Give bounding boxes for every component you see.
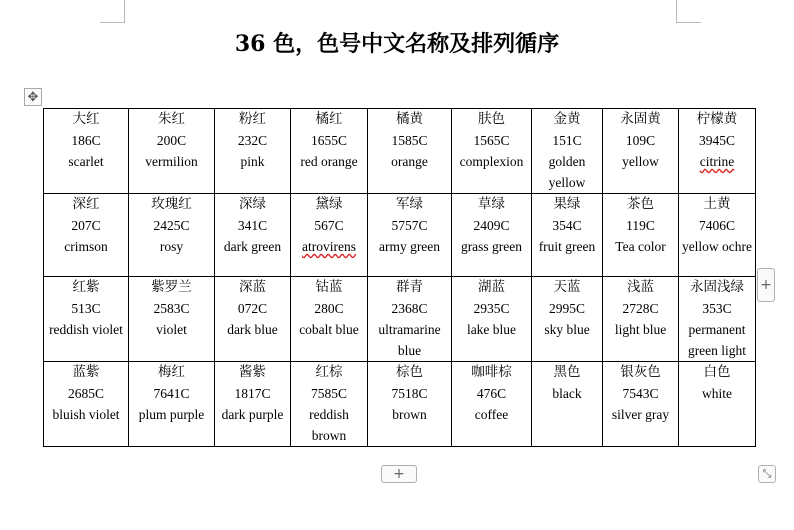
color-chinese-name: 橘黄: [396, 111, 423, 127]
color-code: 567C: [314, 218, 344, 233]
table-row: [44, 362, 756, 447]
color-chinese-name: 金黄: [553, 111, 581, 127]
color-table-body: [44, 109, 756, 447]
color-chinese-name: 土黄: [703, 196, 731, 212]
table-cell[interactable]: [368, 109, 452, 194]
color-chinese-name: 果绿: [553, 196, 581, 212]
color-chinese-name: 红紫: [72, 279, 100, 295]
color-code: 2425C: [153, 218, 190, 233]
color-code: 072C: [237, 301, 268, 316]
color-chinese-name: 钴蓝: [315, 279, 343, 295]
color-code: 7585C: [310, 386, 347, 401]
color-chinese-name: 天蓝: [553, 279, 581, 295]
color-english-name: golden yellow: [548, 154, 586, 190]
color-english-name: lake blue: [466, 322, 517, 337]
color-code: 2583C: [153, 301, 190, 316]
table-cell[interactable]: [291, 362, 368, 447]
color-code: 109C: [625, 133, 656, 148]
color-chinese-name: 粉红: [239, 111, 266, 127]
color-chinese-name: 蓝紫: [72, 364, 100, 380]
color-chinese-name: 橘红: [315, 111, 343, 127]
color-english-name: white: [702, 386, 732, 401]
color-chinese-name: 大红: [72, 111, 100, 127]
table-cell[interactable]: [679, 277, 756, 362]
color-english-name: atrovirens: [302, 239, 356, 254]
color-english-name: dark purple: [221, 407, 284, 422]
color-chinese-name: 永固黄: [620, 111, 661, 127]
color-chinese-name: 永固浅绿: [690, 279, 744, 295]
table-cell[interactable]: [532, 277, 603, 362]
add-row-button[interactable]: [381, 465, 417, 483]
table-cell[interactable]: [452, 362, 532, 447]
color-code: 2368C: [391, 301, 428, 316]
color-english-name: ultramarine blue: [378, 322, 441, 358]
table-cell[interactable]: [215, 277, 291, 362]
table-cell[interactable]: [452, 277, 532, 362]
color-english-name: bluish violet: [52, 407, 120, 422]
color-code: 1817C: [234, 386, 271, 401]
table-cell[interactable]: [129, 277, 215, 362]
add-column-button[interactable]: [757, 268, 775, 302]
table-cell[interactable]: [532, 362, 603, 447]
color-code: 7406C: [698, 218, 735, 233]
table-cell[interactable]: [368, 194, 452, 277]
color-chinese-name: 柠檬黄: [696, 111, 738, 127]
color-chinese-name: 深蓝: [239, 279, 266, 295]
table-cell[interactable]: [603, 277, 679, 362]
color-chinese-name: 深绿: [239, 196, 266, 212]
color-english-name: rosy: [159, 239, 184, 254]
table-cell[interactable]: [215, 109, 291, 194]
color-chinese-name: 群青: [396, 279, 423, 295]
table-cell[interactable]: [368, 277, 452, 362]
color-chinese-name: 紫罗兰: [151, 279, 192, 295]
color-english-name: cobalt blue: [299, 322, 359, 337]
color-english-name: scarlet: [68, 154, 104, 169]
table-cell[interactable]: [129, 194, 215, 277]
table-cell[interactable]: [603, 362, 679, 447]
color-code: 2995C: [548, 301, 585, 316]
color-code: 280C: [314, 301, 344, 316]
color-code: 119C: [626, 218, 655, 233]
table-cell[interactable]: [291, 194, 368, 277]
document-title: 36 色，色号中文名称及排列循序: [234, 31, 560, 57]
color-code: 151C: [552, 133, 582, 148]
color-code: 353C: [702, 301, 732, 316]
color-english-name: citrine: [699, 154, 735, 169]
color-chinese-name: 浅蓝: [627, 279, 654, 295]
table-cell[interactable]: [679, 362, 756, 447]
color-english-name: grass green: [460, 239, 523, 254]
diagonal-resize-icon: ⤡: [762, 467, 772, 480]
color-chinese-name: 咖啡棕: [471, 364, 512, 380]
color-code: 2409C: [473, 218, 510, 233]
color-english-name: vermilion: [145, 154, 198, 169]
color-code: 200C: [156, 133, 187, 148]
color-chinese-name: 军绿: [396, 196, 423, 212]
color-chinese-name: 朱红: [158, 111, 185, 127]
color-code: 2685C: [67, 386, 104, 401]
color-code: 476C: [476, 386, 507, 401]
color-code: 207C: [71, 218, 101, 233]
color-english-name: light blue: [614, 322, 667, 337]
color-chinese-name: 红棕: [315, 364, 343, 380]
color-code: 232C: [237, 133, 268, 148]
table-cell[interactable]: [129, 362, 215, 447]
color-code: 354C: [552, 218, 582, 233]
color-english-name: coffee: [474, 407, 509, 422]
page-corner-mark-right: [676, 0, 701, 23]
table-cell[interactable]: [44, 277, 129, 362]
color-english-name: dark green: [223, 239, 282, 254]
color-code: 5757C: [391, 218, 428, 233]
table-cell[interactable]: [603, 194, 679, 277]
color-chinese-name: 茶色: [627, 196, 654, 212]
color-english-name: yellow: [622, 154, 659, 169]
color-chinese-name: 银灰色: [620, 364, 661, 380]
color-code: 1565C: [473, 133, 510, 148]
plus-icon: +: [760, 277, 772, 293]
color-table: [43, 108, 756, 447]
table-cell[interactable]: [603, 109, 679, 194]
color-chinese-name: 草绿: [478, 196, 505, 212]
color-code: 3945C: [698, 133, 735, 148]
color-english-name: pink: [240, 154, 265, 169]
color-chinese-name: 黑色: [553, 364, 581, 380]
color-code: 2728C: [622, 301, 659, 316]
color-code: 2935C: [473, 301, 510, 316]
color-english-name: violet: [156, 322, 187, 337]
color-code: 513C: [71, 301, 101, 316]
table-row: [44, 277, 756, 362]
table-cell[interactable]: [452, 194, 532, 277]
color-english-name: fruit green: [538, 239, 596, 254]
color-chinese-name: 梅红: [158, 364, 185, 380]
table-cell[interactable]: [129, 109, 215, 194]
table-cell[interactable]: [532, 109, 603, 194]
table-cell[interactable]: [679, 109, 756, 194]
color-english-name: dark blue: [227, 322, 278, 337]
color-code: 186C: [71, 133, 101, 148]
color-english-name: complexion: [459, 154, 524, 169]
table-cell[interactable]: [532, 194, 603, 277]
color-chinese-name: 酱紫: [239, 364, 266, 380]
color-english-name: orange: [391, 154, 428, 169]
color-english-name: red orange: [300, 154, 358, 169]
color-english-name: reddish brown: [309, 407, 349, 443]
color-english-name: reddish violet: [49, 322, 123, 337]
color-chinese-name: 深红: [72, 196, 100, 212]
page-corner-mark-left: [100, 0, 125, 23]
table-row: [44, 109, 756, 194]
color-english-name: crimson: [64, 239, 108, 254]
table-move-handle[interactable]: [24, 88, 42, 106]
color-code: 341C: [237, 218, 268, 233]
table-cell[interactable]: [291, 277, 368, 362]
table-cell[interactable]: [44, 194, 129, 277]
color-code: 1655C: [310, 133, 347, 148]
color-english-name: black: [552, 386, 582, 401]
color-english-name: brown: [392, 407, 427, 422]
color-code: 7518C: [391, 386, 428, 401]
color-english-name: yellow ochre: [681, 239, 753, 254]
color-english-name: Tea color: [615, 239, 666, 254]
color-code: 1585C: [391, 133, 428, 148]
plus-icon: +: [393, 466, 405, 482]
color-chinese-name: 黛绿: [315, 196, 343, 212]
color-chinese-name: 玫瑰红: [151, 196, 192, 212]
table-cell[interactable]: [44, 109, 129, 194]
color-chinese-name: 肤色: [478, 111, 505, 127]
color-chinese-name: 棕色: [396, 364, 423, 380]
color-code: 7543C: [622, 386, 659, 401]
table-row: [44, 194, 756, 277]
table-cell[interactable]: [291, 109, 368, 194]
table-resize-handle[interactable]: [758, 465, 776, 483]
table-move-icon: ✥: [27, 89, 39, 105]
color-english-name: army green: [378, 239, 441, 254]
color-english-name: sky blue: [544, 322, 590, 337]
table-cell[interactable]: [215, 362, 291, 447]
color-english-name: permanent green light: [687, 322, 747, 358]
table-cell[interactable]: [215, 194, 291, 277]
color-chinese-name: 白色: [703, 364, 731, 380]
color-english-name: silver gray: [611, 407, 670, 422]
color-code: 7641C: [153, 386, 190, 401]
table-cell[interactable]: [452, 109, 532, 194]
color-chinese-name: 湖蓝: [478, 279, 505, 295]
table-cell[interactable]: [44, 362, 129, 447]
table-cell[interactable]: [679, 194, 756, 277]
color-english-name: plum purple: [138, 407, 205, 422]
table-cell[interactable]: [368, 362, 452, 447]
